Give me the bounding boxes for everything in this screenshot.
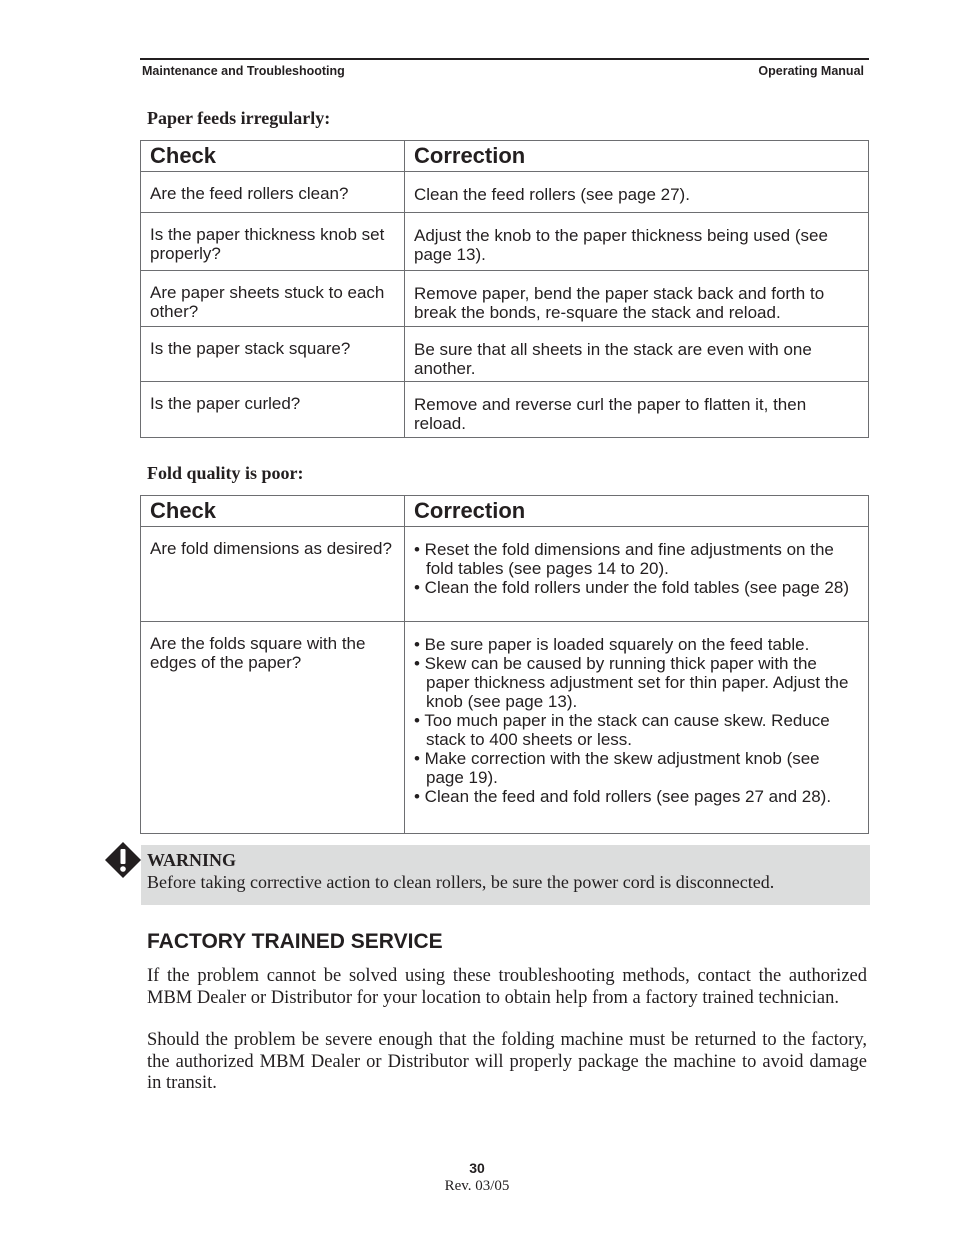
table-header-row [141, 496, 869, 527]
table-header-row [141, 141, 869, 172]
correction-bullet: • Clean the fold rollers under the fold tables (see page 28) [414, 578, 849, 597]
column-header-correction: Correction [405, 141, 869, 172]
check-cell: Is the paper curled? [141, 382, 405, 438]
header-manual-title: Operating Manual [758, 64, 864, 78]
running-header [140, 58, 869, 82]
correction-bullet: • Be sure paper is loaded squarely on the feed table. [414, 635, 810, 654]
correction-cell [405, 527, 869, 622]
check-cell: Are the folds square with the edges of the paper? [141, 622, 405, 834]
correction-cell: Remove and reverse curl the paper to flatten it, then reload. [405, 382, 869, 438]
service-heading: FACTORY TRAINED SERVICE [147, 930, 443, 953]
section-label-paper-feeds: Paper feeds irregularly: [147, 108, 331, 128]
page-number: 30 [469, 1160, 485, 1176]
correction-cell [405, 622, 869, 834]
correction-cell: Adjust the knob to the paper thickness being used (see page 13). [405, 213, 869, 271]
check-cell: Are the feed rollers clean? [141, 172, 405, 213]
correction-cell: Remove paper, bend the paper stack back and forth to break the bonds, re-square the stack and reload. [405, 271, 869, 327]
column-header-correction: Correction [405, 496, 869, 527]
service-paragraph-2: Should the problem be severe enough that the folding machine must be returned to the factory, the authorized MBM Dealer or Distributor will properly package the machine to avoid damage in transit. [147, 1030, 867, 1093]
table-row [141, 213, 869, 271]
table-row [141, 622, 869, 834]
warning-box [141, 845, 870, 905]
section-label-fold-quality: Fold quality is poor: [147, 463, 304, 483]
check-cell: Is the paper stack square? [141, 327, 405, 382]
correction-bullet: • Too much paper in the stack can cause skew. Reduce stack to 400 sheets or less. [414, 711, 830, 749]
correction-bullet: • Reset the fold dimensions and fine adjustments on the fold tables (see pages 14 to 20). [414, 540, 834, 578]
correction-bullet: • Make correction with the skew adjustment knob (see page 19). [414, 749, 820, 787]
table-row [141, 527, 869, 622]
paper-feed-table [140, 140, 869, 438]
service-paragraph-1: If the problem cannot be solved using these troubleshooting methods, contact the authorized MBM Dealer or Distributor for your location to obtain help from a factory trained technician. [147, 966, 867, 1008]
column-header-check: Check [141, 141, 405, 172]
correction-bullet: • Clean the feed and fold rollers (see pages 27 and 28). [414, 787, 832, 806]
warning-title: WARNING [147, 850, 237, 870]
correction-cell: Be sure that all sheets in the stack are even with one another. [405, 327, 869, 382]
check-cell: Are paper sheets stuck to each other? [141, 271, 405, 327]
warning-text: Before taking corrective action to clean rollers, be sure the power cord is disconnected. [147, 872, 775, 892]
table-row [141, 327, 869, 382]
column-header-check: Check [141, 496, 405, 527]
check-cell: Is the paper thickness knob set properly? [141, 213, 405, 271]
header-section-title: Maintenance and Troubleshooting [142, 64, 345, 78]
correction-bullet: • Skew can be caused by running thick paper with the paper thickness adjustment set for thin paper. Adjust the knob (see page 13). [414, 654, 849, 711]
revision-date: Rev. 03/05 [444, 1178, 510, 1194]
table-row [141, 382, 869, 438]
fold-quality-table [140, 495, 869, 834]
exclamation-diamond-icon [104, 841, 142, 879]
table-row [141, 271, 869, 327]
table-row [141, 172, 869, 213]
correction-cell: Clean the feed rollers (see page 27). [405, 172, 869, 213]
check-cell: Are fold dimensions as desired? [141, 527, 405, 622]
